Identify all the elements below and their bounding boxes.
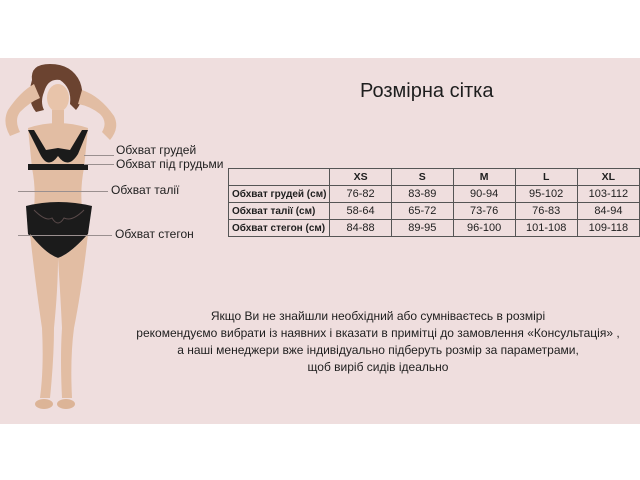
table-header-row xyxy=(229,169,640,186)
column-header: M xyxy=(453,169,515,186)
note-line: Якщо Ви не знайшли необхідний або сумніваєтесь в розмірі xyxy=(210,309,546,323)
table-cell: 76-83 xyxy=(515,203,577,220)
table-cell: 84-94 xyxy=(577,203,639,220)
column-header: XL xyxy=(577,169,639,186)
row-header: Обхват грудей (см) xyxy=(229,186,330,203)
table-cell: 101-108 xyxy=(515,220,577,237)
table-corner-cell xyxy=(229,169,330,186)
table-cell: 89-95 xyxy=(391,220,453,237)
table-cell: 103-112 xyxy=(577,186,639,203)
column-header: L xyxy=(515,169,577,186)
table-cell: 90-94 xyxy=(453,186,515,203)
size-advice-note xyxy=(118,308,638,376)
model-figure-illustration xyxy=(0,58,120,424)
hips-label: Обхват стегон xyxy=(115,227,194,241)
bust-label: Обхват грудей xyxy=(116,143,197,157)
table-row xyxy=(229,220,640,237)
table-cell: 76-82 xyxy=(330,186,392,203)
column-header: XS xyxy=(330,169,392,186)
row-header: Обхват стегон (см) xyxy=(229,220,330,237)
note-line: а наші менеджери вже індивідуально підберуть розмір за параметрами, xyxy=(177,343,579,357)
hips-guide-line xyxy=(18,235,112,236)
table-row xyxy=(229,203,640,220)
underbust-label: Обхват під грудьми xyxy=(116,157,224,171)
row-header: Обхват талії (см) xyxy=(229,203,330,220)
table-cell: 95-102 xyxy=(515,186,577,203)
note-line: щоб виріб сидів ідеально xyxy=(307,360,449,374)
underbust-guide-line xyxy=(84,164,114,165)
waist-label: Обхват талії xyxy=(111,183,180,197)
table-cell: 96-100 xyxy=(453,220,515,237)
bust-guide-line xyxy=(84,155,114,156)
table-cell: 73-76 xyxy=(453,203,515,220)
note-line: рекомендуємо вибрати із наявних і вказати в примітці до замовлення «Консультація» , xyxy=(136,326,620,340)
table-cell: 109-118 xyxy=(577,220,639,237)
size-chart-table xyxy=(228,168,640,237)
table-cell: 65-72 xyxy=(391,203,453,220)
table-cell: 84-88 xyxy=(330,220,392,237)
waist-guide-line xyxy=(18,191,108,192)
table-cell: 83-89 xyxy=(391,186,453,203)
page-title: Розмірна сітка xyxy=(360,80,494,102)
table-cell: 58-64 xyxy=(330,203,392,220)
column-header: S xyxy=(391,169,453,186)
table-row xyxy=(229,186,640,203)
